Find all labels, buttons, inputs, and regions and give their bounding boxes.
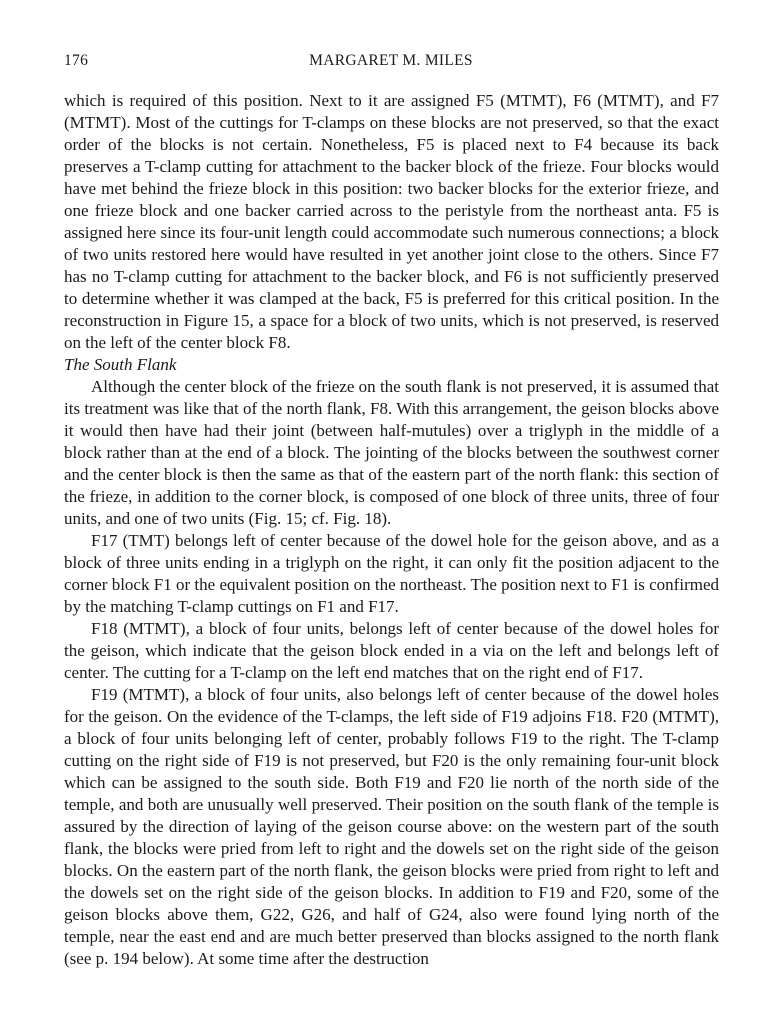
paragraph: F17 (TMT) belongs left of center because of the dowel hole for the geison above, and as a block of three units ending in a triglyph on the right, it can only fit the position adjacent to the corner block F1 or the equivalent position on the northeast. The position next to F1 is confirmed by the matching T-clamp cuttings on F1 and F17. — [64, 531, 719, 616]
article-body — [64, 90, 719, 970]
paragraph: F18 (MTMT), a block of four units, belongs left of center because of the dowel holes for the geison, which indicate that the geison block ended in a via on the left and belongs left of center. The cutting for a T-clamp on the left end matches that on the right end of F17. — [64, 619, 719, 682]
page-number: 176 — [64, 52, 89, 69]
running-head: MARGARET M. MILES — [309, 52, 473, 69]
page-header — [64, 52, 718, 70]
section-heading: The South Flank — [64, 355, 177, 374]
paragraph-continued: which is required of this position. Next to it are assigned F5 (MTMT), F6 (MTMT), and F7 (MTMT). Most of the cuttings for T-clamps on these blocks are not preserved, so that the exact order of the blocks is not certain. Nonetheless, F5 is placed next to F4 because its back preserves a T-clamp cutting for attachment to the backer block of the frieze. Four blocks would have met behind the frieze block in this position: two backer blocks for the exterior frieze, and one frieze block and one backer carried across to the peristyle from the northeast anta. F5 is assigned here since its four-unit length could accommodate such numerous connections; a block of two units restored here would have resulted in yet another joint close to the others. Since F7 has no T-clamp cutting for attachment to the backer block, and F6 is not sufficiently preserved to determine whether it was clamped at the back, F5 is preferred for this critical position. In the reconstruction in Figure 15, a space for a block of two units, which is not preserved, is reserved on the left of the center block F8. — [64, 91, 719, 352]
paragraph: F19 (MTMT), a block of four units, also belongs left of center because of the dowel holes for the geison. On the evidence of the T-clamps, the left side of F19 adjoins F18. F20 (MTMT), a block of four units belonging left of center, probably follows F19 to the right. The T-clamp cutting on the right side of F19 is not preserved, but F20 is the only remaining four-unit block which can be assigned to the south side. Both F19 and F20 lie north of the north side of the temple, and both are unusually well preserved. Their position on the south flank of the temple is assured by the direction of laying of the geison course above: on the western part of the south flank, the blocks were pried from left to right and the dowels set on the right side of the geison blocks. On the eastern part of the north flank, the geison blocks were pried from right to left and the dowels set on the right side of the geison blocks. In addition to F19 and F20, some of the geison blocks above them, G22, G26, and half of G24, also were found lying north of the temple, near the east end and are much better preserved than blocks assigned to the north flank (see p. 194 below). At some time after the destruction — [64, 685, 719, 968]
paragraph: Although the center block of the frieze on the south flank is not preserved, it is assumed that its treatment was like that of the north flank, F8. With this arrangement, the geison blocks above it would then have had their joint (between half-mutules) over a triglyph in the middle of a block rather than at the end of a block. The jointing of the blocks between the southwest corner and the center block is then the same as that of the eastern part of the north flank: this section of the frieze, in addition to the corner block, is composed of one block of three units, three of four units, and one of two units (Fig. 15; cf. Fig. 18). — [64, 377, 719, 528]
